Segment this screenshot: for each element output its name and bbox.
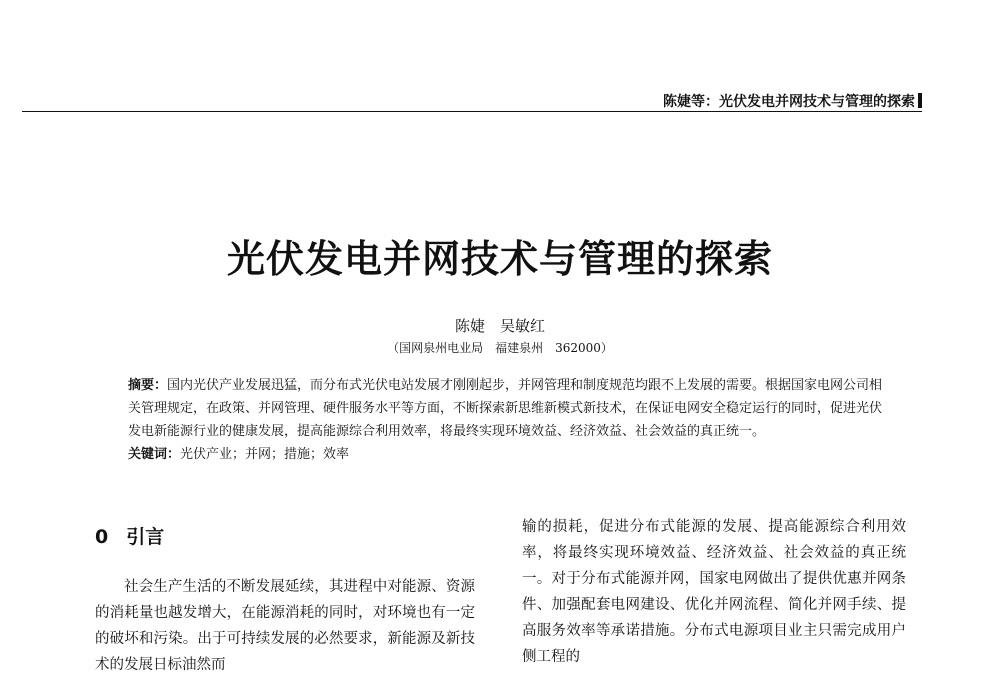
section-number: 0 xyxy=(95,526,109,548)
running-header-text: 陈婕等：光伏发电并网技术与管理的探索 xyxy=(663,94,915,110)
keywords-paragraph xyxy=(128,443,886,466)
abstract-paragraph xyxy=(128,374,886,443)
section-heading xyxy=(95,522,164,549)
header-bar-mark xyxy=(918,93,922,108)
body-left-text: 社会生产生活的不断发展延续，其进程中对能源、资源的消耗量也越发增大，在能源消耗的同时，对环境也有一定的破坏和污染。出于可持续发展的必然要求，新能源及新技术的发展日标油然而 xyxy=(95,579,475,673)
abstract-label: 摘要： xyxy=(128,378,168,393)
body-column-right xyxy=(522,514,906,670)
authors: 陈婕 吴敏红 xyxy=(454,317,545,335)
paper-title: 光伏发电并网技术与管理的探索 xyxy=(226,237,773,281)
abstract-block xyxy=(128,374,886,466)
body-right-text: 输的损耗，促进分布式能源的发展、提高能源综合利用效率，将最终实现环境效益、经济效益、社会效益的真正统一。对于分布式能源并网，国家电网做出了提供优惠并网条件、加强配套电网建设、优化并网流程、简化并网手续、提高服务效率等承诺措施。分布式电源项目业主只需完成用户侧工程的 xyxy=(522,519,906,665)
header-rule xyxy=(22,111,922,112)
section-title: 引言 xyxy=(126,526,165,548)
body-column-left xyxy=(95,574,475,678)
affiliation: （国网泉州电业局 福建泉州 362000） xyxy=(387,341,613,355)
keywords-label: 关键词： xyxy=(128,447,181,462)
running-header xyxy=(663,91,922,111)
abstract-text: 国内光伏产业发展迅猛，而分布式光伏电站发展才刚刚起步，并网管理和制度规范均跟不上发展的需要。根据国家电网公司相关管理规定，在政策、并网管理、硬件服务水平等方面，不断探索新思维新模式新技术，在保证电网安全稳定运行的同时，促进光伏发电新能源行业的健康发展，提高能源综合利用效率，将最终实现环境效益、经济效益、社会效益的真正统一。 xyxy=(128,378,883,439)
keywords-text: 光伏产业；并网；措施；效率 xyxy=(180,447,350,462)
